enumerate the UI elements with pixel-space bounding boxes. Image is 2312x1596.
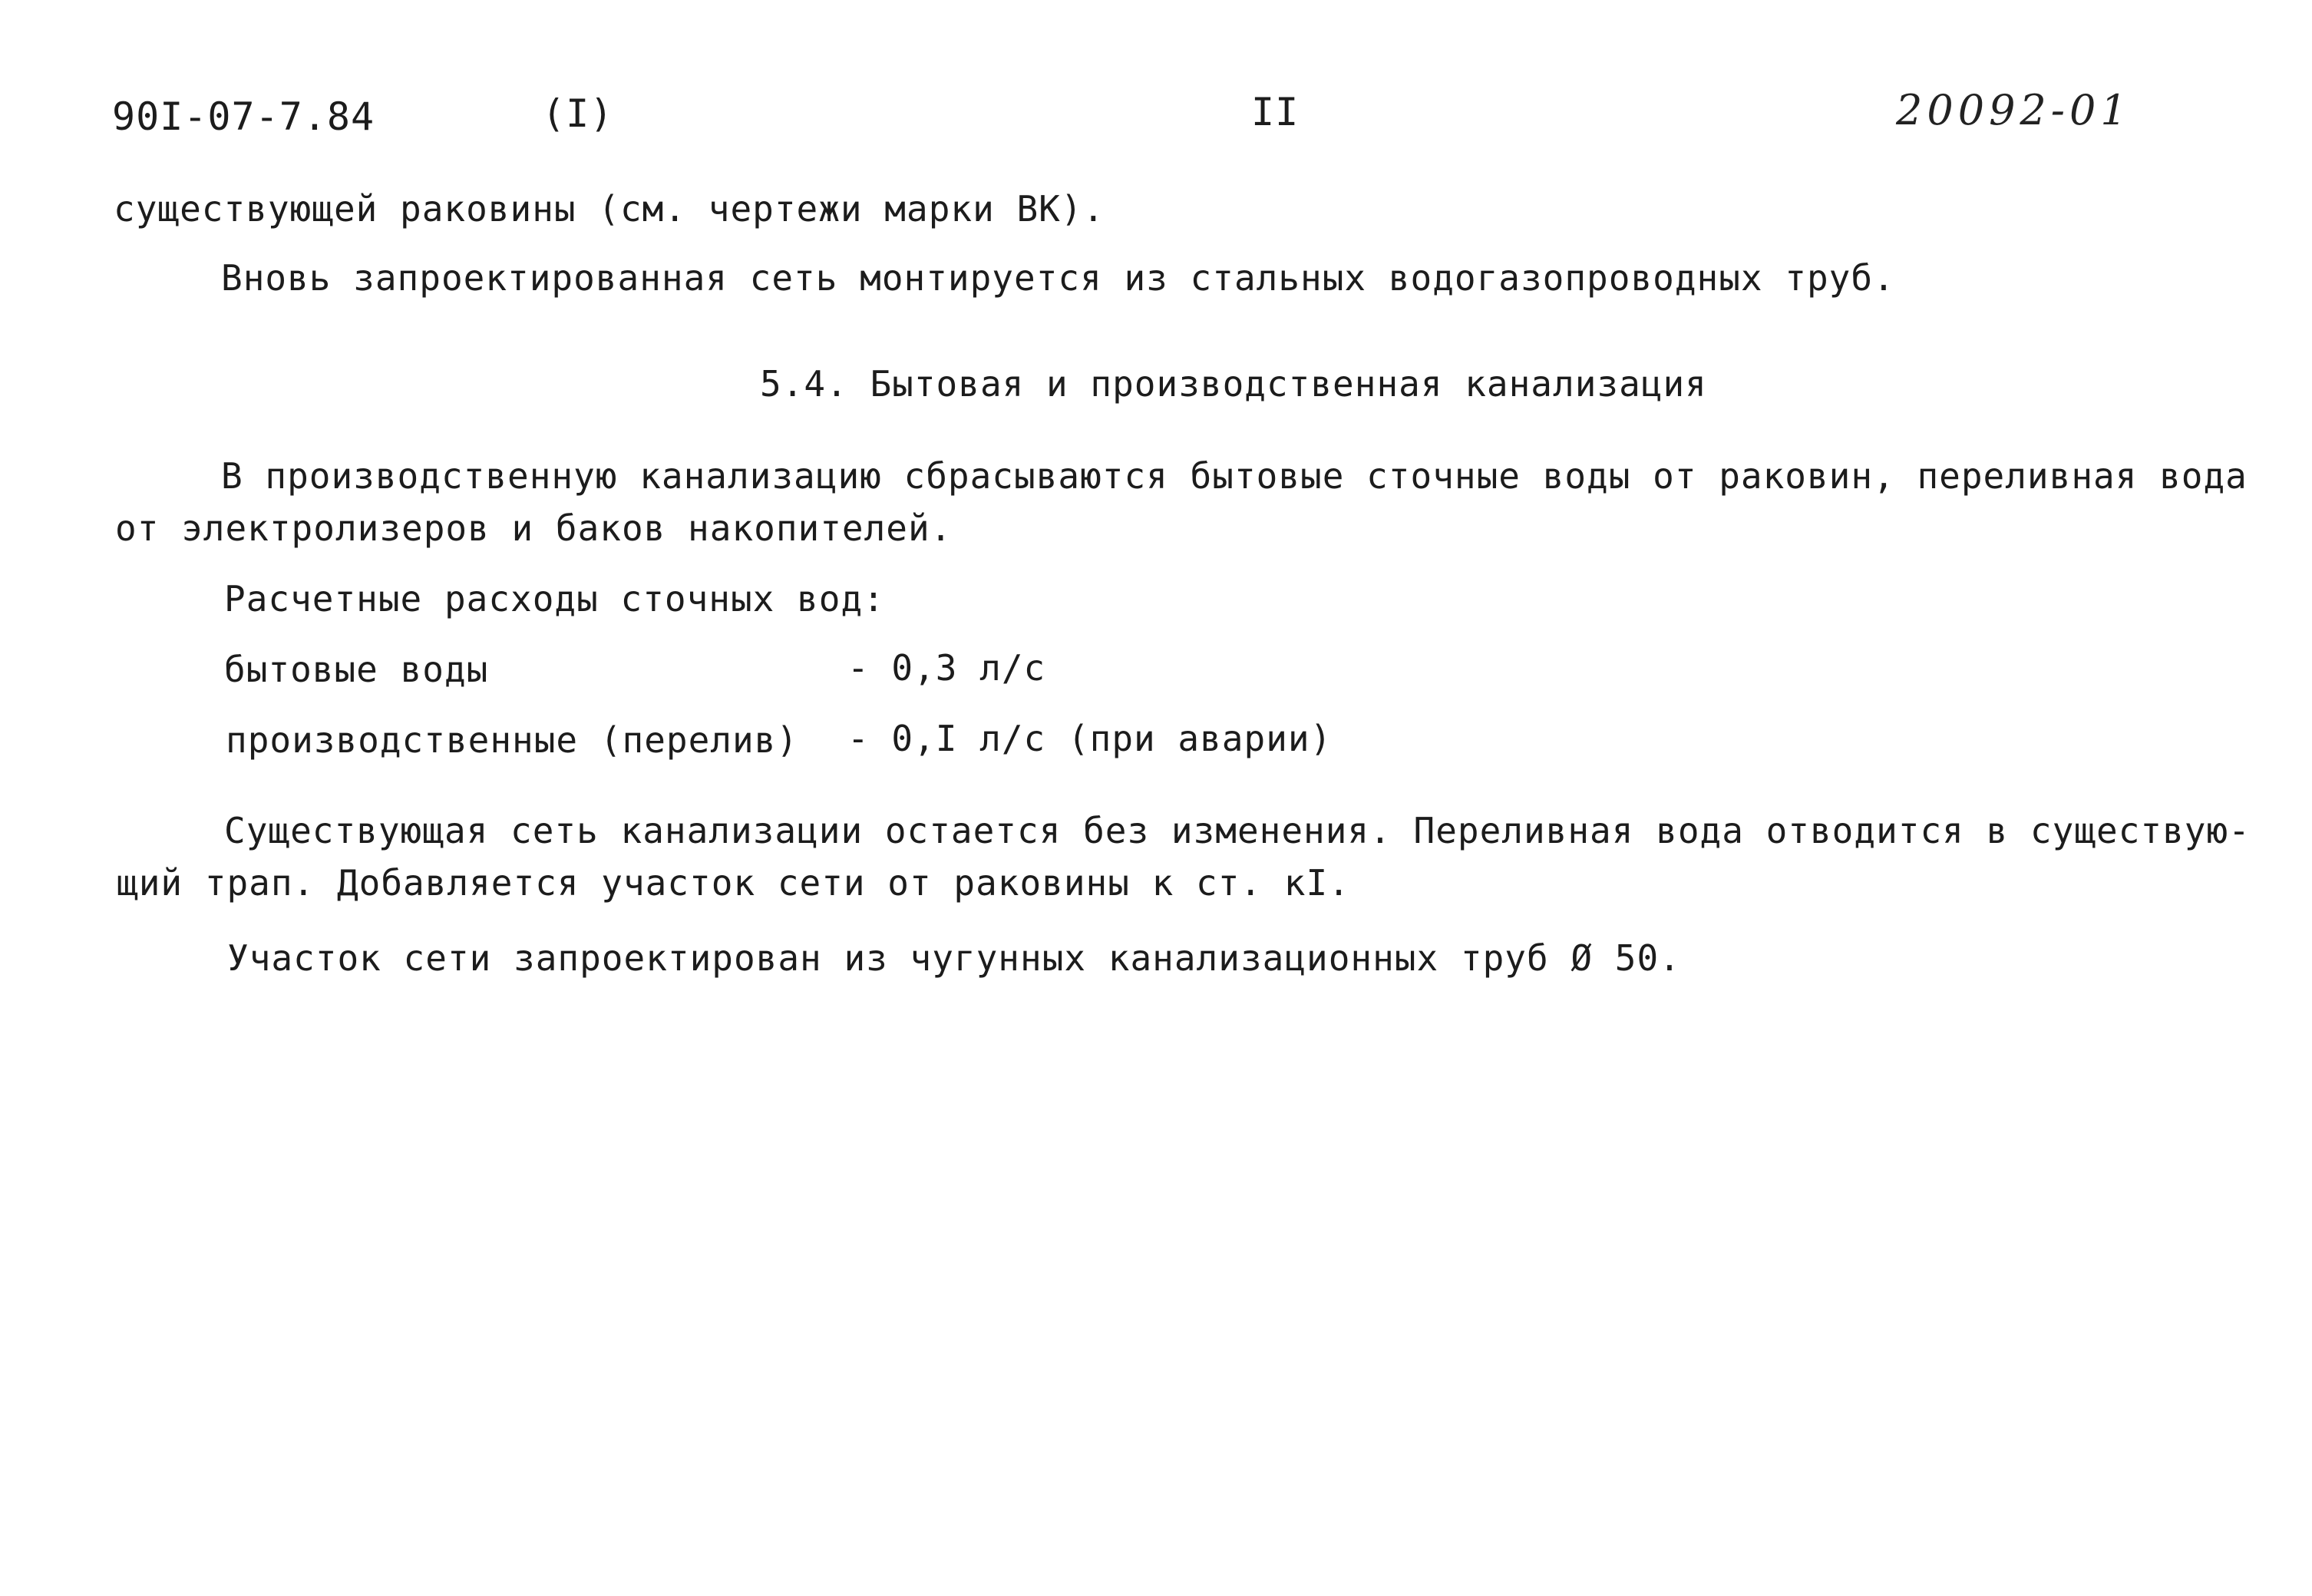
paragraph-1-line-1: В производственную канализацию сбрасываются бытовые сточные воды от раковин, переливная вода (221, 455, 2248, 497)
flow-value-industrial: - 0,I л/с (при аварии) (847, 718, 1333, 759)
flows-heading: Расчетные расходы сточных вод: (224, 578, 885, 620)
document-part: (I) (542, 91, 614, 136)
flow-label-household: бытовые воды (224, 649, 489, 690)
text-line-new-network: Вновь запроектированная сеть монтируется из стальных водогазопроводных труб. (221, 257, 1895, 299)
paragraph-2-line-2: щий трап. Добавляется участок сети от раковины к ст. кI. (117, 862, 1350, 904)
document-code: 90I-07-7.84 (112, 94, 375, 139)
paragraph-3-line-1: Участок сети запроектирован из чугунных канализационных труб Ø 50. (227, 937, 1681, 979)
text-line-continuation: существующей раковины (см. чертежи марки ВК). (114, 188, 1105, 230)
paragraph-1-line-2: от электролизеров и баков накопителей. (115, 507, 953, 549)
section-title: 5.4. Бытовая и производственная канализация (760, 363, 1707, 405)
flow-value-household: - 0,3 л/с (847, 647, 1046, 689)
page-number: II (1251, 90, 1300, 134)
flow-label-industrial: производственные (перелив) (226, 719, 799, 761)
paragraph-2-line-1: Существующая сеть канализации остается без изменения. Переливная вода отводится в существую- (224, 810, 2251, 851)
handwritten-registration-number: 20092-01 (1896, 86, 2132, 134)
